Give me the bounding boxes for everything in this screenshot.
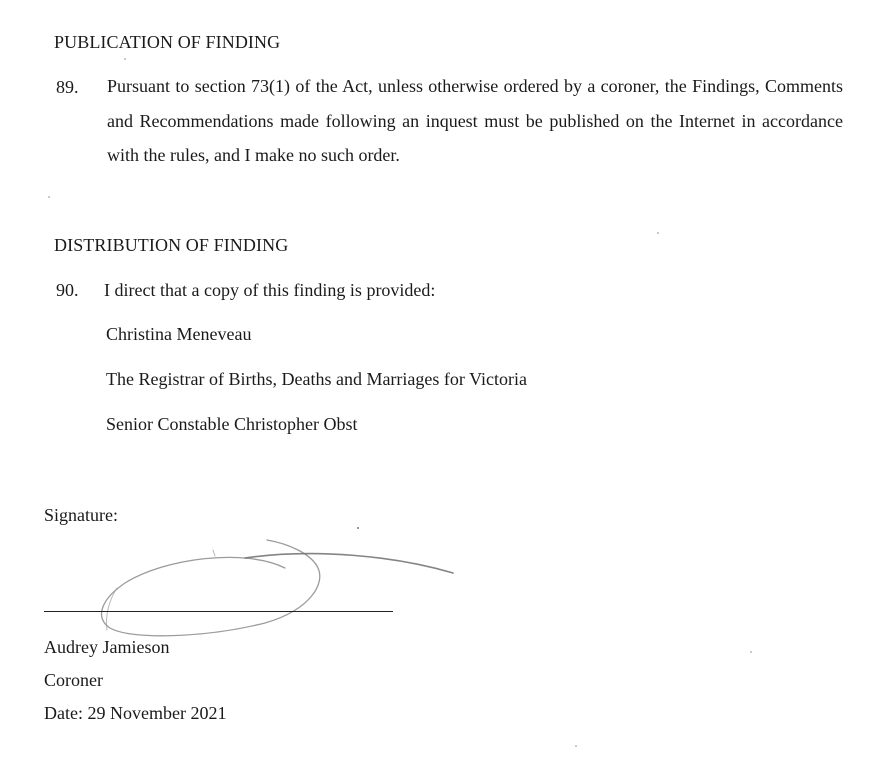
scan-speck [124, 58, 126, 60]
publication-paragraph: Pursuant to section 73(1) of the Act, unless otherwise ordered by a coroner, the Findings, Comments and Recommendations made following an inquest must be published on the Internet in accordance with the rules, and I make no such order. [107, 76, 843, 165]
paragraph-number-90: 90. [56, 280, 79, 300]
coroner-title: Coroner [44, 670, 103, 690]
scan-speck [750, 651, 752, 653]
scan-speck [575, 745, 577, 747]
scan-speck [657, 232, 659, 234]
signature-label: Signature: [44, 505, 118, 525]
paragraph-number-89: 89. [56, 77, 79, 97]
finding-date: Date: 29 November 2021 [44, 703, 227, 723]
recipient-item: Christina Meneveau [106, 324, 252, 344]
publication-heading: PUBLICATION OF FINDING [54, 32, 281, 52]
distribution-paragraph: I direct that a copy of this finding is provided: [104, 280, 436, 300]
distribution-heading: DISTRIBUTION OF FINDING [54, 235, 289, 255]
recipient-item: Senior Constable Christopher Obst [106, 414, 358, 434]
signature-line [44, 611, 393, 612]
coroner-name: Audrey Jamieson [44, 637, 170, 657]
scan-speck [357, 527, 359, 529]
recipient-item: The Registrar of Births, Deaths and Marriages for Victoria [106, 369, 527, 389]
scan-speck [48, 196, 50, 198]
